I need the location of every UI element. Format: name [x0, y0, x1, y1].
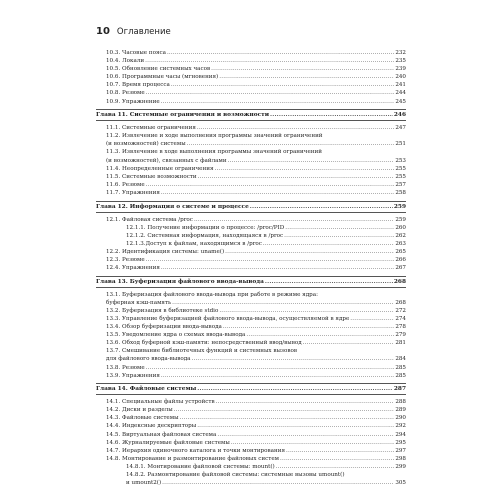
toc-page-number: 259 [395, 216, 406, 223]
toc-subentry[interactable] [96, 240, 406, 248]
dot-leader [323, 148, 405, 156]
toc-page-number: 274 [395, 315, 406, 322]
toc-entry-title: 12.1.1. Получение информации о процессе: /proc/PID [126, 224, 285, 231]
toc-entry-title: (и возможностей) системы [106, 141, 186, 148]
toc-entry[interactable] [96, 49, 406, 57]
toc-entry-title: 12.3. Резюме [106, 256, 145, 263]
toc-entry-continuation[interactable] [96, 479, 406, 487]
dot-leader [161, 264, 394, 272]
dot-leader [174, 406, 395, 414]
toc-page-number: 268 [393, 278, 406, 285]
page-title: Оглавление [116, 27, 171, 37]
toc-chapter-heading[interactable] [96, 383, 406, 395]
dot-leader [324, 132, 405, 140]
toc-entry-title: 13.4. Обзор буферизации ввода-вывода [106, 324, 222, 331]
toc-entry-continuation[interactable] [96, 140, 406, 148]
toc-entry[interactable] [96, 431, 406, 439]
toc-entry-title: и umount2() [126, 480, 162, 487]
toc-entry[interactable] [96, 291, 406, 299]
toc-entry[interactable] [96, 264, 406, 272]
toc-entry-title: 11.6. Резюме [106, 181, 145, 188]
dot-leader [225, 248, 394, 256]
toc-subentry[interactable] [96, 232, 406, 240]
dot-leader [217, 431, 394, 439]
toc-entry[interactable] [96, 132, 406, 140]
toc-entry-title: Глава 14. Файловые системы [96, 386, 197, 393]
toc-entry-title: 13.1. Буферизация файлового ввода-вывода при работе в режиме ядра: [106, 291, 318, 298]
toc-entry-title: 10.7. Время процесса [106, 82, 170, 89]
dot-leader [319, 291, 405, 299]
toc-entry-title: 11.3. Извлечение в ходе выполнения программы значений ограничений [106, 149, 322, 156]
toc-entry-title: 14.1. Специальные файлы устройств [106, 399, 215, 406]
dot-leader [180, 414, 395, 422]
toc-entry-title: 14.7. Иерархия одиночного каталога и точки монтирования [106, 447, 285, 454]
dot-leader [231, 439, 394, 447]
toc-entry[interactable] [96, 315, 406, 323]
toc-entry[interactable] [96, 398, 406, 406]
toc-page-number: 265 [395, 248, 406, 255]
toc-entry[interactable] [96, 216, 406, 224]
toc-entry-title: для файлового ввода-вывода [106, 356, 191, 363]
toc-page-number: 262 [395, 232, 406, 239]
dot-leader [161, 189, 394, 197]
toc-entry[interactable] [96, 406, 406, 414]
dot-leader [161, 372, 394, 380]
toc-page-number: 295 [395, 439, 406, 446]
toc-page-number: 244 [395, 90, 406, 97]
toc-entry-title: 12.1.2. Системная информация, находящаяся в /proc [126, 232, 284, 239]
toc-entry-title: 13.7. Смешивание библиотечных функций и системных вызовов [106, 348, 298, 355]
toc-entry-title: 14.2. Диски и разделы [106, 407, 173, 414]
toc-entry[interactable] [96, 81, 406, 89]
toc-page-number: 259 [393, 203, 406, 210]
toc-entry-title: буферная кэш-память [106, 299, 172, 306]
toc-page-number: 278 [395, 324, 406, 331]
toc-page-number: 255 [395, 165, 406, 172]
dot-leader [263, 240, 394, 248]
toc-entry[interactable] [96, 455, 406, 463]
toc-page-number: 260 [395, 224, 406, 231]
toc-page-number: 288 [395, 399, 406, 406]
dot-leader [228, 157, 395, 165]
dot-leader [223, 323, 394, 331]
dot-leader [187, 140, 395, 148]
toc-entry-title: Глава 12. Информация о системе и процессе [96, 203, 249, 210]
toc-page-number: 279 [395, 332, 406, 339]
toc-page-number: 294 [395, 431, 406, 438]
toc-page-number: 232 [395, 50, 406, 56]
toc-entry[interactable] [96, 57, 406, 65]
dot-leader [298, 347, 405, 355]
toc-entry-title: 14.4. Индексные дескрипторы [106, 423, 197, 430]
dot-leader [146, 364, 395, 372]
toc-entry-title: 11.4. Неопределенные ограничения [106, 165, 214, 172]
page-number: 10 [96, 26, 110, 37]
toc-subentry[interactable] [96, 463, 406, 471]
dot-leader [346, 471, 405, 479]
dot-leader [246, 331, 394, 339]
toc-entry-title: 11.1. Системные ограничения [106, 125, 196, 132]
toc-entry-continuation[interactable] [96, 355, 406, 363]
dot-leader [146, 256, 395, 264]
dot-leader [194, 216, 394, 224]
toc-entry-title: 10.4. Локали [106, 58, 145, 65]
toc-page-number: 285 [395, 364, 406, 371]
toc-page-number: 245 [395, 98, 406, 105]
toc-entry[interactable] [96, 124, 406, 132]
toc-entry[interactable] [96, 331, 406, 339]
toc-entry-title: Глава 13. Буферизация файлового ввода-вывода [96, 278, 264, 285]
toc-entry[interactable] [96, 364, 406, 372]
toc-page-number: 272 [395, 307, 406, 314]
toc-page-number: 281 [395, 340, 406, 347]
toc-entry[interactable] [96, 89, 406, 97]
toc-entry-title: 10.8. Резюме [106, 90, 145, 97]
toc-entry-title: Глава 11. Системные ограничения и возможности [96, 112, 270, 119]
dot-leader [219, 307, 394, 315]
toc-entry-continuation[interactable] [96, 299, 406, 307]
dot-leader [250, 202, 393, 212]
dot-leader [219, 73, 394, 81]
dot-leader [167, 49, 394, 57]
toc-entry-title: 10.3. Часовые пояса [106, 50, 166, 56]
toc-entry-title: 14.5. Виртуальная файловая система [106, 431, 217, 438]
running-header [96, 26, 406, 40]
toc-entry-title: 12.2. Идентификация системы: uname() [106, 248, 225, 255]
toc-entry[interactable] [96, 73, 406, 81]
dot-leader [198, 173, 395, 181]
toc-entry-title: 13.6. Обход буферной кэш-памяти: непосредственный ввод/вывод [106, 340, 302, 347]
toc-subentry[interactable] [96, 471, 406, 479]
dot-leader [146, 89, 395, 97]
toc-entry-title: (и возможностей), связанных с файлами [106, 157, 227, 164]
toc-page-number: 297 [395, 447, 406, 454]
toc-entry-title: 11.5. Системные возможности [106, 173, 197, 180]
dot-leader [162, 479, 394, 487]
toc-entry[interactable] [96, 248, 406, 256]
toc-entry[interactable] [96, 439, 406, 447]
toc-page-number: 255 [395, 173, 406, 180]
dot-leader [197, 384, 393, 394]
toc-page-number: 292 [395, 423, 406, 430]
toc-subentry[interactable] [96, 224, 406, 232]
dot-leader [270, 110, 393, 120]
toc-entry-title: 10.6. Программные часы (мгновения) [106, 74, 219, 81]
dot-leader [265, 277, 393, 287]
toc-entry[interactable] [96, 447, 406, 455]
toc-page-number: 235 [395, 58, 406, 65]
toc-entry[interactable] [96, 347, 406, 355]
dot-leader [146, 181, 395, 189]
dot-leader [286, 447, 394, 455]
dot-leader [350, 315, 394, 323]
dot-leader [171, 81, 394, 89]
toc-page-number: 305 [395, 480, 406, 487]
toc-entry[interactable] [96, 165, 406, 173]
toc-entry[interactable] [96, 65, 406, 73]
dot-leader [145, 57, 394, 65]
toc-entry[interactable] [96, 323, 406, 331]
toc-entry[interactable] [96, 307, 406, 315]
toc-entry[interactable] [96, 181, 406, 189]
toc-page-number: 290 [395, 415, 406, 422]
toc-entry[interactable] [96, 339, 406, 347]
toc-entry-title: 12.4. Упражнения [106, 265, 160, 272]
toc-page-number: 267 [395, 265, 406, 272]
toc-entry-title: 10.5. Обновление системных часов [106, 66, 211, 73]
toc-entry[interactable] [96, 256, 406, 264]
dot-leader [172, 299, 394, 307]
dot-leader [284, 232, 394, 240]
toc-entry[interactable] [96, 98, 406, 106]
toc-page-number: 258 [395, 189, 406, 196]
toc-entry-continuation[interactable] [96, 157, 406, 165]
toc-entry-title: 13.5. Уведомление ядра о схемах ввода-вывода [106, 332, 246, 339]
toc-page-number: 289 [395, 407, 406, 414]
toc-entry-title: 14.3. Файловые системы [106, 415, 179, 422]
dot-leader [197, 124, 394, 132]
toc-entry-title: 14.8.2. Размонтирование файловой системы: системные вызовы umount() [126, 472, 345, 479]
toc-page-number: 246 [393, 112, 406, 119]
toc-chapter-heading[interactable] [96, 276, 406, 288]
toc-entry[interactable] [96, 422, 406, 430]
table-of-contents [96, 49, 406, 487]
toc-page-number: 257 [395, 181, 406, 188]
dot-leader [214, 165, 394, 173]
dot-leader [280, 455, 394, 463]
toc-entry-title: 10.9. Упражнение [106, 98, 160, 105]
toc-entry[interactable] [96, 173, 406, 181]
toc-chapter-heading[interactable] [96, 109, 406, 121]
toc-entry[interactable] [96, 189, 406, 197]
toc-page-number: 247 [395, 125, 406, 132]
dot-leader [285, 224, 394, 232]
dot-leader [161, 98, 395, 106]
toc-entry[interactable] [96, 148, 406, 156]
toc-entry-title: 14.6. Журналируемые файловые системы [106, 439, 230, 446]
toc-entry-title: 11.7. Упражнения [106, 189, 160, 196]
dot-leader [303, 339, 395, 347]
toc-entry-title: 11.2. Извлечение и ходе выполнения программы значений ограничений [106, 133, 323, 140]
toc-entry-title: 13.8. Резюме [106, 364, 145, 371]
dot-leader [192, 355, 395, 363]
toc-page-number: 251 [395, 141, 406, 148]
toc-page-number: 268 [395, 299, 406, 306]
toc-page-number: 266 [395, 256, 406, 263]
toc-page-number: 241 [395, 82, 406, 89]
toc-entry-title: 12.1.3.Доступ к файлам, находящимся в /proc [126, 240, 262, 247]
toc-page-number: 263 [395, 240, 406, 247]
toc-entry-title: 12.1. Файловая система /proc [106, 216, 193, 223]
dot-leader [276, 463, 395, 471]
dot-leader [216, 398, 395, 406]
toc-page-number: 239 [395, 66, 406, 73]
toc-page-number: 285 [395, 372, 406, 379]
toc-entry-title: 13.9. Упражнения [106, 372, 160, 379]
dot-leader [197, 422, 394, 430]
toc-entry-title: 14.8. Монтирование и размонтирование файловых систем [106, 455, 280, 462]
toc-page-number: 299 [395, 463, 406, 470]
toc-chapter-heading[interactable] [96, 201, 406, 213]
toc-entry-title: 14.8.1. Монтирование файловой системы: mount() [126, 463, 275, 470]
toc-entry[interactable] [96, 372, 406, 380]
toc-page-number: 284 [395, 356, 406, 363]
toc-page-number: 287 [393, 386, 406, 393]
toc-page-number: 298 [395, 455, 406, 462]
toc-page-number: 240 [395, 74, 406, 81]
dot-leader [211, 65, 394, 73]
toc-entry-title: 13.3. Управление буферизацией файлового ввода-вывода, осуществляемой в ядре [106, 315, 350, 322]
toc-entry-title: 13.2. Буферизация в библиотеке stdio [106, 307, 219, 314]
toc-page-number: 253 [395, 157, 406, 164]
toc-entry[interactable] [96, 414, 406, 422]
